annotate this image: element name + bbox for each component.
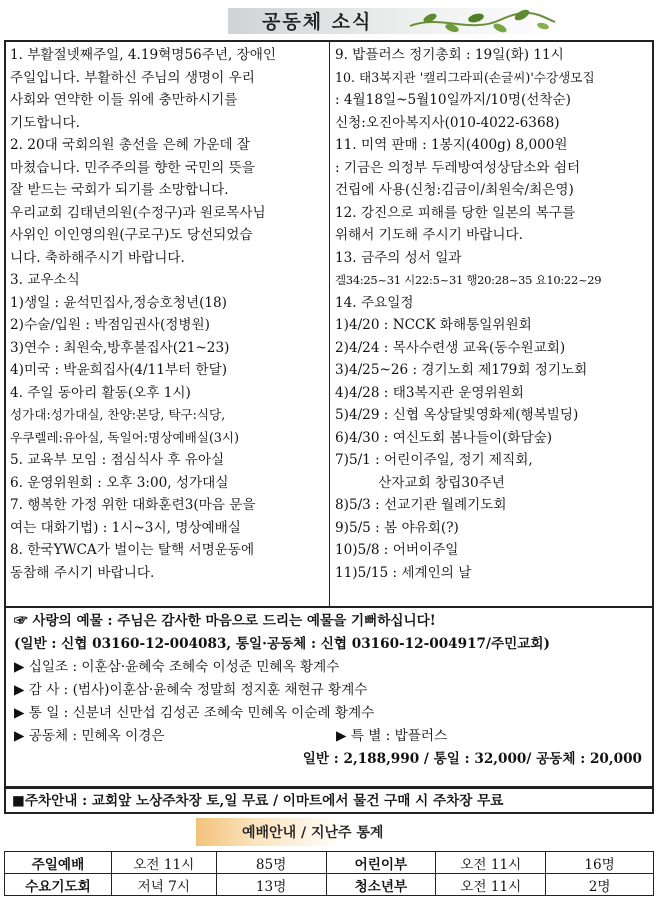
- news-line: 신청:오진아복지사(010-4022-6368): [335, 114, 560, 131]
- offering-totals: 일반 : 2,188,990 / 통일 : 32,000/ 공동체 : 20,000: [302, 751, 642, 767]
- news-line: 9. 밥플러스 정기총회 : 19일(화) 11시: [335, 47, 564, 63]
- news-line: 잘 받드는 국회가 되기를 소망합니다.: [10, 182, 229, 198]
- news-line: 5)4/29 : 신협 옥상달빛영화제(행복빌딩): [335, 407, 579, 423]
- news-line: 니다. 축하해주시기 바랍니다.: [10, 249, 185, 266]
- page-title: 공동체 소식: [262, 11, 373, 33]
- news-line: 기도합니다.: [10, 114, 80, 131]
- news-line: 8. 한국YWCA가 벌이는 탈핵 서명운동에: [10, 542, 255, 558]
- header: [0, 0, 658, 40]
- news-line: 1)4/20 : NCCK 화해통일위원회: [335, 317, 532, 333]
- news-line: 주일입니다. 부활하신 주님의 생명이 우리: [10, 69, 255, 86]
- column-divider: [329, 40, 330, 608]
- news-line: 9)5/5 : 봄 야유회(?): [335, 519, 459, 536]
- left-column: [10, 44, 326, 584]
- news-line: 11. 미역 판매 : 1봉지(400g) 8,000원: [335, 137, 568, 153]
- parking-notice: ■주차안내 : 교회앞 노상주차장 토,일 무료 / 이마트에서 물건 구매 시 주차장 무료: [4, 788, 654, 814]
- news-line: 4)미국 : 박윤희집사(4/11부터 한달): [10, 362, 228, 378]
- news-line: 위해서 기도해 주시기 바랍니다.: [335, 227, 523, 243]
- offering-row-split: [14, 725, 644, 748]
- right-column: [335, 44, 651, 584]
- vine-leaf-icon: [400, 6, 560, 36]
- news-line: 겔34:25~31 시22:5~31 행20:28~35 요10:22~29: [335, 273, 602, 287]
- news-line: 13. 금주의 성서 일과: [335, 249, 462, 266]
- news-line: 1)생일 : 윤석민집사,정승호청년(18): [10, 294, 227, 311]
- news-line: 건립에 사용(신청:김금이/최원숙/최은영): [335, 182, 574, 198]
- news-line: 3)4/25~26 : 경기노회 제179회 정기노회: [335, 362, 588, 378]
- news-line: 4)4/28 : 태3복지관 운영위원회: [335, 384, 524, 401]
- news-line: 우리교회 김태년의원(수정구)과 원로목사님: [10, 204, 266, 221]
- news-line: 3)연수 : 최원숙,방후불집사(21~23): [10, 339, 230, 356]
- news-line: 사회와 연약한 이들 위에 충만하시기를: [10, 92, 238, 108]
- news-line: 6. 운영위원회 : 오후 3:00, 성가대실: [10, 474, 229, 491]
- news-line: 성가대:성가대실, 찬양:본당, 탁구:식당,: [10, 407, 226, 422]
- table-row: [5, 874, 654, 896]
- table-cell: 저녁 7시: [111, 874, 216, 896]
- offering-accounts: (일반 : 신협 03160-12-004083, 통일·공동체 : 신협 03160-12-004917/주민교회): [14, 636, 550, 652]
- news-line: 여는 대화기법) : 1시~3시, 명상예배실: [10, 519, 241, 536]
- offering-row: ▶ 십일조 : 이훈삼·윤혜숙 조혜숙 이성준 민혜옥 황계수: [14, 659, 340, 675]
- news-line: 우쿠렐레:유아실, 독일어:명상예배실(3시): [10, 429, 239, 445]
- news-line: 마쳤습니다. 민주주의를 향한 국민의 뜻을: [10, 159, 255, 176]
- table-cell: 오전 11시: [436, 852, 546, 874]
- offering-row: ▶ 감 사 : (범사)이훈삼·윤혜숙 정말희 정지훈 채현규 황계수: [14, 682, 368, 698]
- news-line: 8)5/3 : 선교기관 월례기도회: [335, 497, 507, 513]
- stats-title: 예배안내 / 지난주 통계: [242, 825, 384, 841]
- news-line: 10. 태3복지관 '캘리그라피(손글씨)'수강생모집: [335, 69, 595, 85]
- news-line: 2. 20대 국회의원 총선을 은혜 가운데 잘: [10, 137, 251, 153]
- table-cell: 주일예배: [5, 852, 112, 874]
- news-line: 11)5/15 : 세계인의 날: [335, 564, 472, 581]
- table-cell: 오전 11시: [111, 852, 216, 874]
- table-cell: 청소년부: [326, 874, 436, 896]
- news-line: 14. 주요일정: [335, 294, 414, 311]
- news-line: 산자교회 창립30주년: [335, 474, 505, 491]
- news-line: 동참해 주시기 바랍니다.: [10, 564, 155, 581]
- offering-special: ▶ 특 별 : 밥플러스: [336, 728, 448, 744]
- offering-row: ▶ 통 일 : 신분녀 신만섭 김성곤 조혜숙 민혜옥 이순례 황계수: [14, 705, 375, 721]
- offering-heading: ☞ 사랑의 예물 : 주님은 감사한 마음으로 드리는 예물을 기뻐하십니다!: [14, 613, 436, 629]
- news-line: 2)수술/입원 : 박점임권사(정병원): [10, 317, 210, 333]
- offering-box: [4, 608, 654, 788]
- table-cell: 2명: [546, 874, 654, 896]
- table-row: [5, 852, 654, 874]
- news-line: 1. 부활절넷째주일, 4.19혁명56주년, 장애인: [10, 47, 276, 63]
- news-line: : 4월18일~5월10일까지/10명(선착순): [335, 92, 571, 108]
- table-cell: 어린이부: [326, 852, 436, 874]
- news-line: 사위인 이인영의원(구로구)도 당선되었습: [10, 227, 253, 243]
- table-cell: 오전 11시: [436, 874, 546, 896]
- news-line: 3. 교우소식: [10, 272, 80, 288]
- news-line: 5. 교육부 모임 : 점심식사 후 유아실: [10, 452, 225, 468]
- worship-stats-table: [4, 851, 654, 896]
- news-line: : 기금은 의정부 두레방여성상담소와 쉼터: [335, 159, 581, 176]
- news-line: 6)4/30 : 여신도회 봄나들이(화담숲): [335, 429, 553, 446]
- table-cell: 13명: [216, 874, 326, 896]
- news-line: 7. 행복한 가정 위한 대화훈련3(마음 문을: [10, 497, 256, 513]
- news-line: 4. 주일 동아리 활동(오후 1시): [10, 384, 191, 401]
- table-cell: 수요기도회: [5, 874, 112, 896]
- table-cell: 85명: [216, 852, 326, 874]
- news-line: 10)5/8 : 어버이주일: [335, 542, 459, 558]
- news-line: 7)5/1 : 어린이주일, 정기 제직회,: [335, 452, 533, 468]
- table-cell: 16명: [546, 852, 654, 874]
- offering-community: ▶ 공동체 : 민혜옥 이경은: [14, 728, 165, 744]
- news-line: 2)4/24 : 목사수련생 교육(동수원교회): [335, 339, 566, 356]
- news-line: 12. 강진으로 피해를 당한 일본의 복구를: [335, 204, 576, 221]
